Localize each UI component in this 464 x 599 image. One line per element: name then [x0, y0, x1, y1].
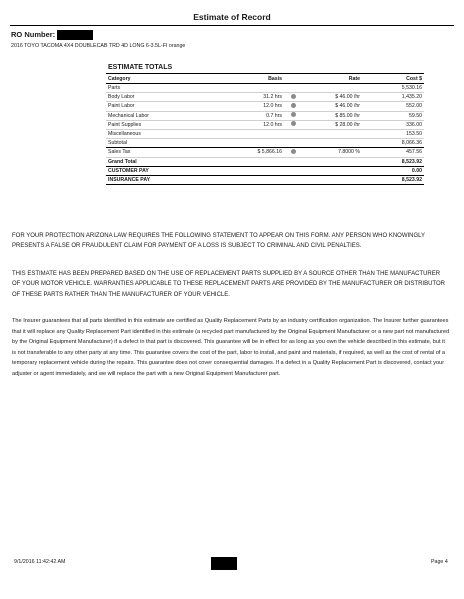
row-indicator	[284, 148, 302, 157]
row-basis: 12.0 hrs	[214, 102, 284, 111]
row-rate	[302, 129, 362, 138]
arizona-law-statement: FOR YOUR PROTECTION ARIZONA LAW REQUIRES THE FOLLOWING STATEMENT TO APPEAR ON THIS FORM. ANY PERSON WHO KNOWINGLY PRESENTS A FALSE OR FRAUDULENT CLAIM FOR PAYMENT OF A LOSS IS SUBJECT TO CRIMINAL AND CIVIL PENALTIES.	[12, 233, 425, 250]
circle-indicator-icon	[291, 121, 296, 126]
insurer-guarantee-text: The Insurer guarantees that all parts identified in this estimate are certified as Quality Replacement Parts by an industry certification organization. The Insurer further guarantees that it will replace any Quality Replacement Part identified in this estimate (a recycled part manufactured by the Original Equipment Manufacturer or a new part not manufactured by the Original Equipment Manufacturer) if a defect in that part is discovered. This guarantee will be in effect for as long as you own the vehicle described in this estimate, but it is not transferable to any other party at any time. This guarantee covers the cost of the part, labor to install, and paint and materials, if required, as well as the cost of rental of a temporary replacement vehicle during the repairs. This guarantee does not cover consequential damages. If a defect in a Quality Replacement Part is discovered, contact your adjuster or agent immediately, and we will replace the part with a new Original Equipment Manufacturer part.	[12, 318, 450, 377]
row-basis	[214, 84, 284, 93]
ro-number	[11, 30, 93, 40]
table-row	[106, 93, 424, 102]
row-category: Sales Tax	[106, 148, 214, 157]
estimate-totals-table	[106, 73, 424, 185]
row-rate: $ 46.00 /hr	[302, 93, 362, 102]
title-rule	[10, 25, 454, 26]
totals-body	[106, 84, 424, 185]
document-title: Estimate of Record	[193, 12, 271, 22]
footer-redaction-box	[211, 557, 237, 570]
row-indicator	[284, 111, 302, 120]
row-cost: 0.00	[362, 166, 424, 175]
row-cost: 552.00	[362, 102, 424, 111]
row-indicator	[284, 120, 302, 129]
table-row	[106, 84, 424, 93]
table-row	[106, 120, 424, 129]
table-row	[106, 166, 424, 175]
row-rate	[302, 157, 362, 166]
row-category: Subtotal	[106, 139, 214, 148]
row-indicator	[284, 175, 302, 184]
row-basis: $ 5,866.16	[214, 148, 284, 157]
row-category: Paint Labor	[106, 102, 214, 111]
row-basis: 31.2 hrs	[214, 93, 284, 102]
row-category: CUSTOMER PAY	[106, 166, 214, 175]
row-rate	[302, 175, 362, 184]
column-header-category: Category	[106, 74, 214, 84]
row-category: Paint Supplies	[106, 120, 214, 129]
row-cost: 8,523.92	[362, 157, 424, 166]
circle-indicator-icon	[291, 149, 296, 154]
row-indicator	[284, 84, 302, 93]
row-rate	[302, 84, 362, 93]
column-header-rate: Rate	[302, 74, 362, 84]
row-rate: $ 46.00 /hr	[302, 102, 362, 111]
row-cost: 153.50	[362, 129, 424, 138]
redaction-box	[57, 30, 93, 40]
row-cost: 336.00	[362, 120, 424, 129]
row-rate	[302, 139, 362, 148]
row-rate: 7.8000 %	[302, 148, 362, 157]
column-header-cost: Cost $	[362, 74, 424, 84]
row-indicator	[284, 93, 302, 102]
estimate-totals-title: ESTIMATE TOTALS	[108, 64, 173, 71]
row-cost: 59.50	[362, 111, 424, 120]
row-category: INSURANCE PAY	[106, 175, 214, 184]
table-row	[106, 139, 424, 148]
column-header-spacer	[284, 74, 302, 84]
row-cost: 5,530.16	[362, 84, 424, 93]
row-cost: 8,523.92	[362, 175, 424, 184]
row-basis	[214, 129, 284, 138]
row-rate: $ 85.00 /hr	[302, 111, 362, 120]
row-category: Miscellaneous	[106, 129, 214, 138]
row-category: Body Labor	[106, 93, 214, 102]
column-header-basis: Basis	[214, 74, 284, 84]
row-indicator	[284, 139, 302, 148]
row-rate: $ 28.00 /hr	[302, 120, 362, 129]
table-row	[106, 129, 424, 138]
circle-indicator-icon	[291, 103, 296, 108]
row-basis: 12.0 hrs	[214, 120, 284, 129]
circle-indicator-icon	[291, 112, 296, 117]
table-row	[106, 111, 424, 120]
row-cost: 457.56	[362, 148, 424, 157]
replacement-parts-notice: THIS ESTIMATE HAS BEEN PREPARED BASED ON THE USE OF REPLACEMENT PARTS SUPPLIED BY A SOURCE OTHER THAN THE MANUFACTURER OF YOUR MOTOR VEHICLE. WARRANTIES APPLICABLE TO THESE REPLACEMENT PARTS ARE PROVIDED BY THE MANUFACTURER OR DISTRIBUTOR OF THESE PARTS RATHER THAN THE MANUFACTURER OF YOUR VEHICLE.	[12, 271, 445, 298]
row-indicator	[284, 102, 302, 111]
row-category: Mechanical Labor	[106, 111, 214, 120]
row-cost: 8,066.36	[362, 139, 424, 148]
row-category: Parts	[106, 84, 214, 93]
row-rate	[302, 166, 362, 175]
row-indicator	[284, 166, 302, 175]
row-indicator	[284, 129, 302, 138]
page-number: Page 4	[431, 559, 448, 565]
row-cost: 1,435.20	[362, 93, 424, 102]
ro-number-label: RO Number:	[11, 30, 56, 39]
row-basis	[214, 139, 284, 148]
row-category: Grand Total	[106, 157, 214, 166]
row-basis	[214, 157, 284, 166]
table-row	[106, 148, 424, 157]
table-row	[106, 102, 424, 111]
vehicle-description: 2016 TOYO TACOMA 4X4 DOUBLECAB TRD 4D LONG 6-3.5L-FI orange	[11, 43, 186, 49]
table-row	[106, 175, 424, 184]
table-header-row	[106, 74, 424, 84]
circle-indicator-icon	[291, 94, 296, 99]
row-basis	[214, 166, 284, 175]
row-indicator	[284, 157, 302, 166]
table-row	[106, 157, 424, 166]
row-basis: 0.7 hrs	[214, 111, 284, 120]
row-basis	[214, 175, 284, 184]
footer-datetime: 9/1/2016 11:42:42 AM	[14, 559, 66, 565]
